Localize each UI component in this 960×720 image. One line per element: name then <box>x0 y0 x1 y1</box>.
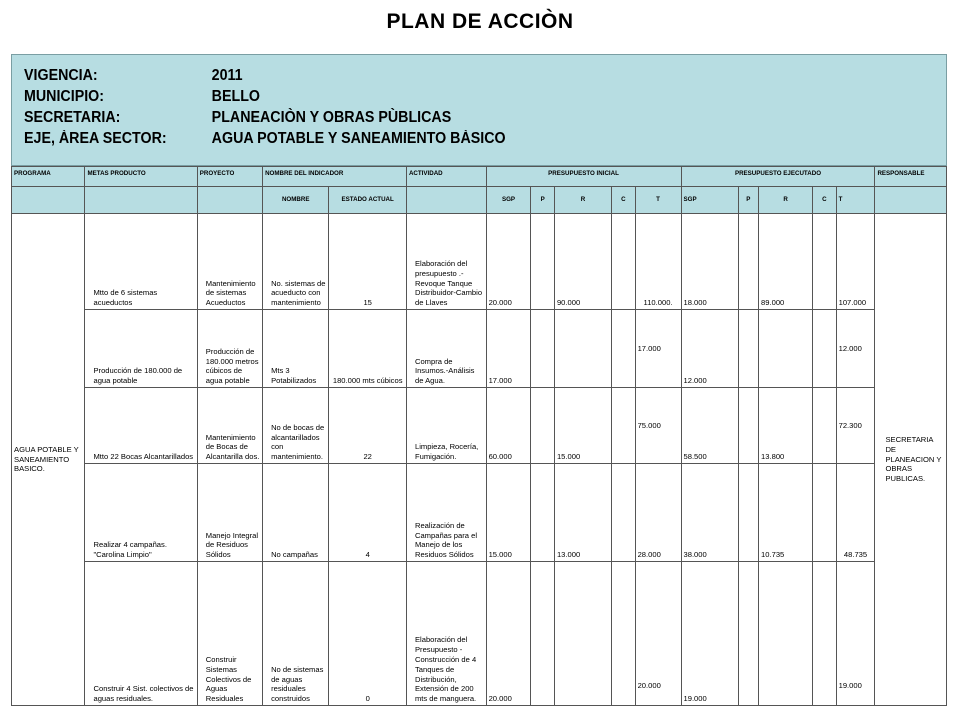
municipio-row <box>24 88 260 106</box>
ini-r-cell <box>554 562 611 706</box>
sub-eje-sgp: SGP <box>681 187 738 214</box>
sub-ini-sgp: SGP <box>486 187 531 214</box>
eje-c-cell <box>813 464 836 562</box>
ini-r-cell: 90.000 <box>554 214 611 310</box>
sub-empty-5 <box>875 187 947 214</box>
col-indicador: NOMBRE DEL INDICADOR <box>263 167 407 187</box>
proyecto-cell: Producción de 180.000 metros cúbicos de agua potable <box>197 310 262 388</box>
sub-estado-actual: ESTADO ACTUAL <box>329 187 407 214</box>
col-presupuesto-inicial: PRESUPUESTO INICIAL <box>486 167 681 187</box>
ini-t-cell: 75.000 <box>635 388 681 464</box>
ini-p-cell <box>531 388 554 464</box>
eje-c-cell <box>813 562 836 706</box>
meta-cell: Realizar 4 campañas. "Carolina Limpio" <box>85 464 197 562</box>
meta-cell: Construir 4 Sist. colectivos de aguas residuales. <box>85 562 197 706</box>
ini-sgp-cell: 15.000 <box>486 464 531 562</box>
sub-empty-1 <box>12 187 85 214</box>
secretaria-value: PLANEACIÒN Y OBRAS PÙBLICAS <box>211 109 452 126</box>
table-row <box>12 562 947 706</box>
col-actividad: ACTIVIDAD <box>406 167 486 187</box>
plan-header <box>11 54 947 166</box>
estado-actual-cell: 180.000 mts cúbicos <box>329 310 407 388</box>
eje-c-cell <box>813 214 836 310</box>
eje-t-cell: 107.000 <box>836 214 875 310</box>
ini-sgp-cell: 20.000 <box>486 214 531 310</box>
ini-c-cell <box>612 464 635 562</box>
indicador-nombre-cell: No. sistemas de acueducto con mantenimiento <box>263 214 329 310</box>
meta-cell: Mtto de 6 sistemas acueductos <box>85 214 197 310</box>
ini-p-cell <box>531 214 554 310</box>
sub-ini-c: C <box>612 187 635 214</box>
col-metas: METAS PRODUCTO <box>85 167 197 187</box>
ini-sgp-cell: 60.000 <box>486 388 531 464</box>
ini-p-cell <box>531 464 554 562</box>
sub-empty-4 <box>406 187 486 214</box>
ini-r-cell <box>554 310 611 388</box>
sub-ini-p: P <box>531 187 554 214</box>
ini-t-cell: 20.000 <box>635 562 681 706</box>
indicador-nombre-cell: No campañas <box>263 464 329 562</box>
municipio-label: MUNICIPIO: <box>24 88 105 105</box>
ini-r-cell: 13.000 <box>554 464 611 562</box>
eje-t-cell: 48.735 <box>836 464 875 562</box>
ini-c-cell <box>612 310 635 388</box>
ini-r-cell: 15.000 <box>554 388 611 464</box>
eje-t-cell: 12.000 <box>836 310 875 388</box>
ini-c-cell <box>612 562 635 706</box>
eje-sgp-cell: 38.000 <box>681 464 738 562</box>
sub-empty-3 <box>197 187 262 214</box>
ini-p-cell <box>531 310 554 388</box>
estado-actual-cell: 15 <box>329 214 407 310</box>
col-presupuesto-ejecutado: PRESUPUESTO EJECUTADO <box>681 167 875 187</box>
sub-nombre: NOMBRE <box>263 187 329 214</box>
municipio-value: BELLO <box>211 88 261 105</box>
sub-ini-r: R <box>554 187 611 214</box>
proyecto-cell: Mantenimiento de sistemas Acueductos <box>197 214 262 310</box>
secretaria-label: SECRETARIA: <box>24 109 121 126</box>
page-title: PLAN DE ACCIÒN <box>386 10 574 33</box>
proyecto-cell: Construir Sistemas Colectivos de Aguas Residuales <box>197 562 262 706</box>
eje-p-cell <box>738 464 758 562</box>
eje-r-cell: 13.800 <box>759 388 813 464</box>
actividad-cell: Elaboración del Presupuesto -Construcción de 4 Tanques de Distribución, Extensión de 200 mts de manguera. <box>406 562 486 706</box>
sub-ini-t: T <box>635 187 681 214</box>
table-row <box>12 214 947 310</box>
estado-actual-cell: 0 <box>329 562 407 706</box>
actividad-cell: Limpieza, Rocería, Fumigación. <box>406 388 486 464</box>
eje-p-cell <box>738 562 758 706</box>
estado-actual-cell: 22 <box>329 388 407 464</box>
col-programa: PROGRAMA <box>12 167 85 187</box>
eje-p-cell <box>738 310 758 388</box>
eje-p-cell <box>738 388 758 464</box>
eje-value: AGUA POTABLE Y SANEAMIENTO BÀSICO <box>211 130 506 147</box>
eje-sgp-cell: 18.000 <box>681 214 738 310</box>
vigencia-value: 2011 <box>211 67 243 84</box>
ini-c-cell <box>612 388 635 464</box>
ini-sgp-cell: 20.000 <box>486 562 531 706</box>
table-row <box>12 388 947 464</box>
eje-p-cell <box>738 214 758 310</box>
eje-r-cell <box>759 562 813 706</box>
eje-r-cell <box>759 310 813 388</box>
estado-actual-cell: 4 <box>329 464 407 562</box>
eje-sgp-cell: 58.500 <box>681 388 738 464</box>
eje-r-cell: 10.735 <box>759 464 813 562</box>
action-plan-table <box>11 166 947 706</box>
table-row <box>12 464 947 562</box>
sub-eje-c: C <box>813 187 836 214</box>
sub-eje-r: R <box>759 187 813 214</box>
indicador-nombre-cell: No de sistemas de aguas residuales construidos <box>263 562 329 706</box>
eje-row <box>24 130 506 148</box>
meta-cell: Producción de 180.000 de agua potable <box>85 310 197 388</box>
eje-r-cell: 89.000 <box>759 214 813 310</box>
sub-eje-t: T <box>836 187 875 214</box>
proyecto-cell: Mantenimiento de Bocas de Alcantarilla dos. <box>197 388 262 464</box>
responsable-cell: SECRETARIA DE PLANEACION Y OBRAS PUBLICAS. <box>875 214 947 706</box>
meta-cell: Mtto 22 Bocas Alcantarillados <box>85 388 197 464</box>
actividad-cell: Compra de Insumos.-Análisis de Agua. <box>406 310 486 388</box>
sub-empty-2 <box>85 187 197 214</box>
proyecto-cell: Manejo Integral de Residuos Sólidos <box>197 464 262 562</box>
ini-t-cell: 17.000 <box>635 310 681 388</box>
eje-c-cell <box>813 310 836 388</box>
ini-p-cell <box>531 562 554 706</box>
col-responsable: RESPONSABLE <box>875 167 947 187</box>
eje-sgp-cell: 12.000 <box>681 310 738 388</box>
actividad-cell: Elaboración del presupuesto .-Revoque Tanque Distribuidor-Cambio de Llaves <box>406 214 486 310</box>
indicador-nombre-cell: Mts 3 Potabilizados <box>263 310 329 388</box>
eje-t-cell: 19.000 <box>836 562 875 706</box>
indicador-nombre-cell: No de bocas de alcantarillados con mantenimiento. <box>263 388 329 464</box>
sub-eje-p: P <box>738 187 758 214</box>
eje-t-cell: 72.300 <box>836 388 875 464</box>
eje-c-cell <box>813 388 836 464</box>
ini-sgp-cell: 17.000 <box>486 310 531 388</box>
programa-cell: AGUA POTABLE Y SANEAMIENTO BASICO. <box>12 214 85 706</box>
secretaria-row <box>24 109 451 127</box>
table-row <box>12 310 947 388</box>
col-proyecto: PROYECTO <box>197 167 262 187</box>
vigencia-label: VIGENCIA: <box>24 67 98 84</box>
ini-c-cell <box>612 214 635 310</box>
eje-sgp-cell: 19.000 <box>681 562 738 706</box>
eje-label: EJE, ÀREA SECTOR: <box>24 130 167 147</box>
vigencia-row <box>24 67 243 85</box>
ini-t-cell: 28.000 <box>635 464 681 562</box>
actividad-cell: Realización de Campañas para el Manejo de los Residuos Sólidos <box>406 464 486 562</box>
ini-t-cell: 110.000. <box>635 214 681 310</box>
